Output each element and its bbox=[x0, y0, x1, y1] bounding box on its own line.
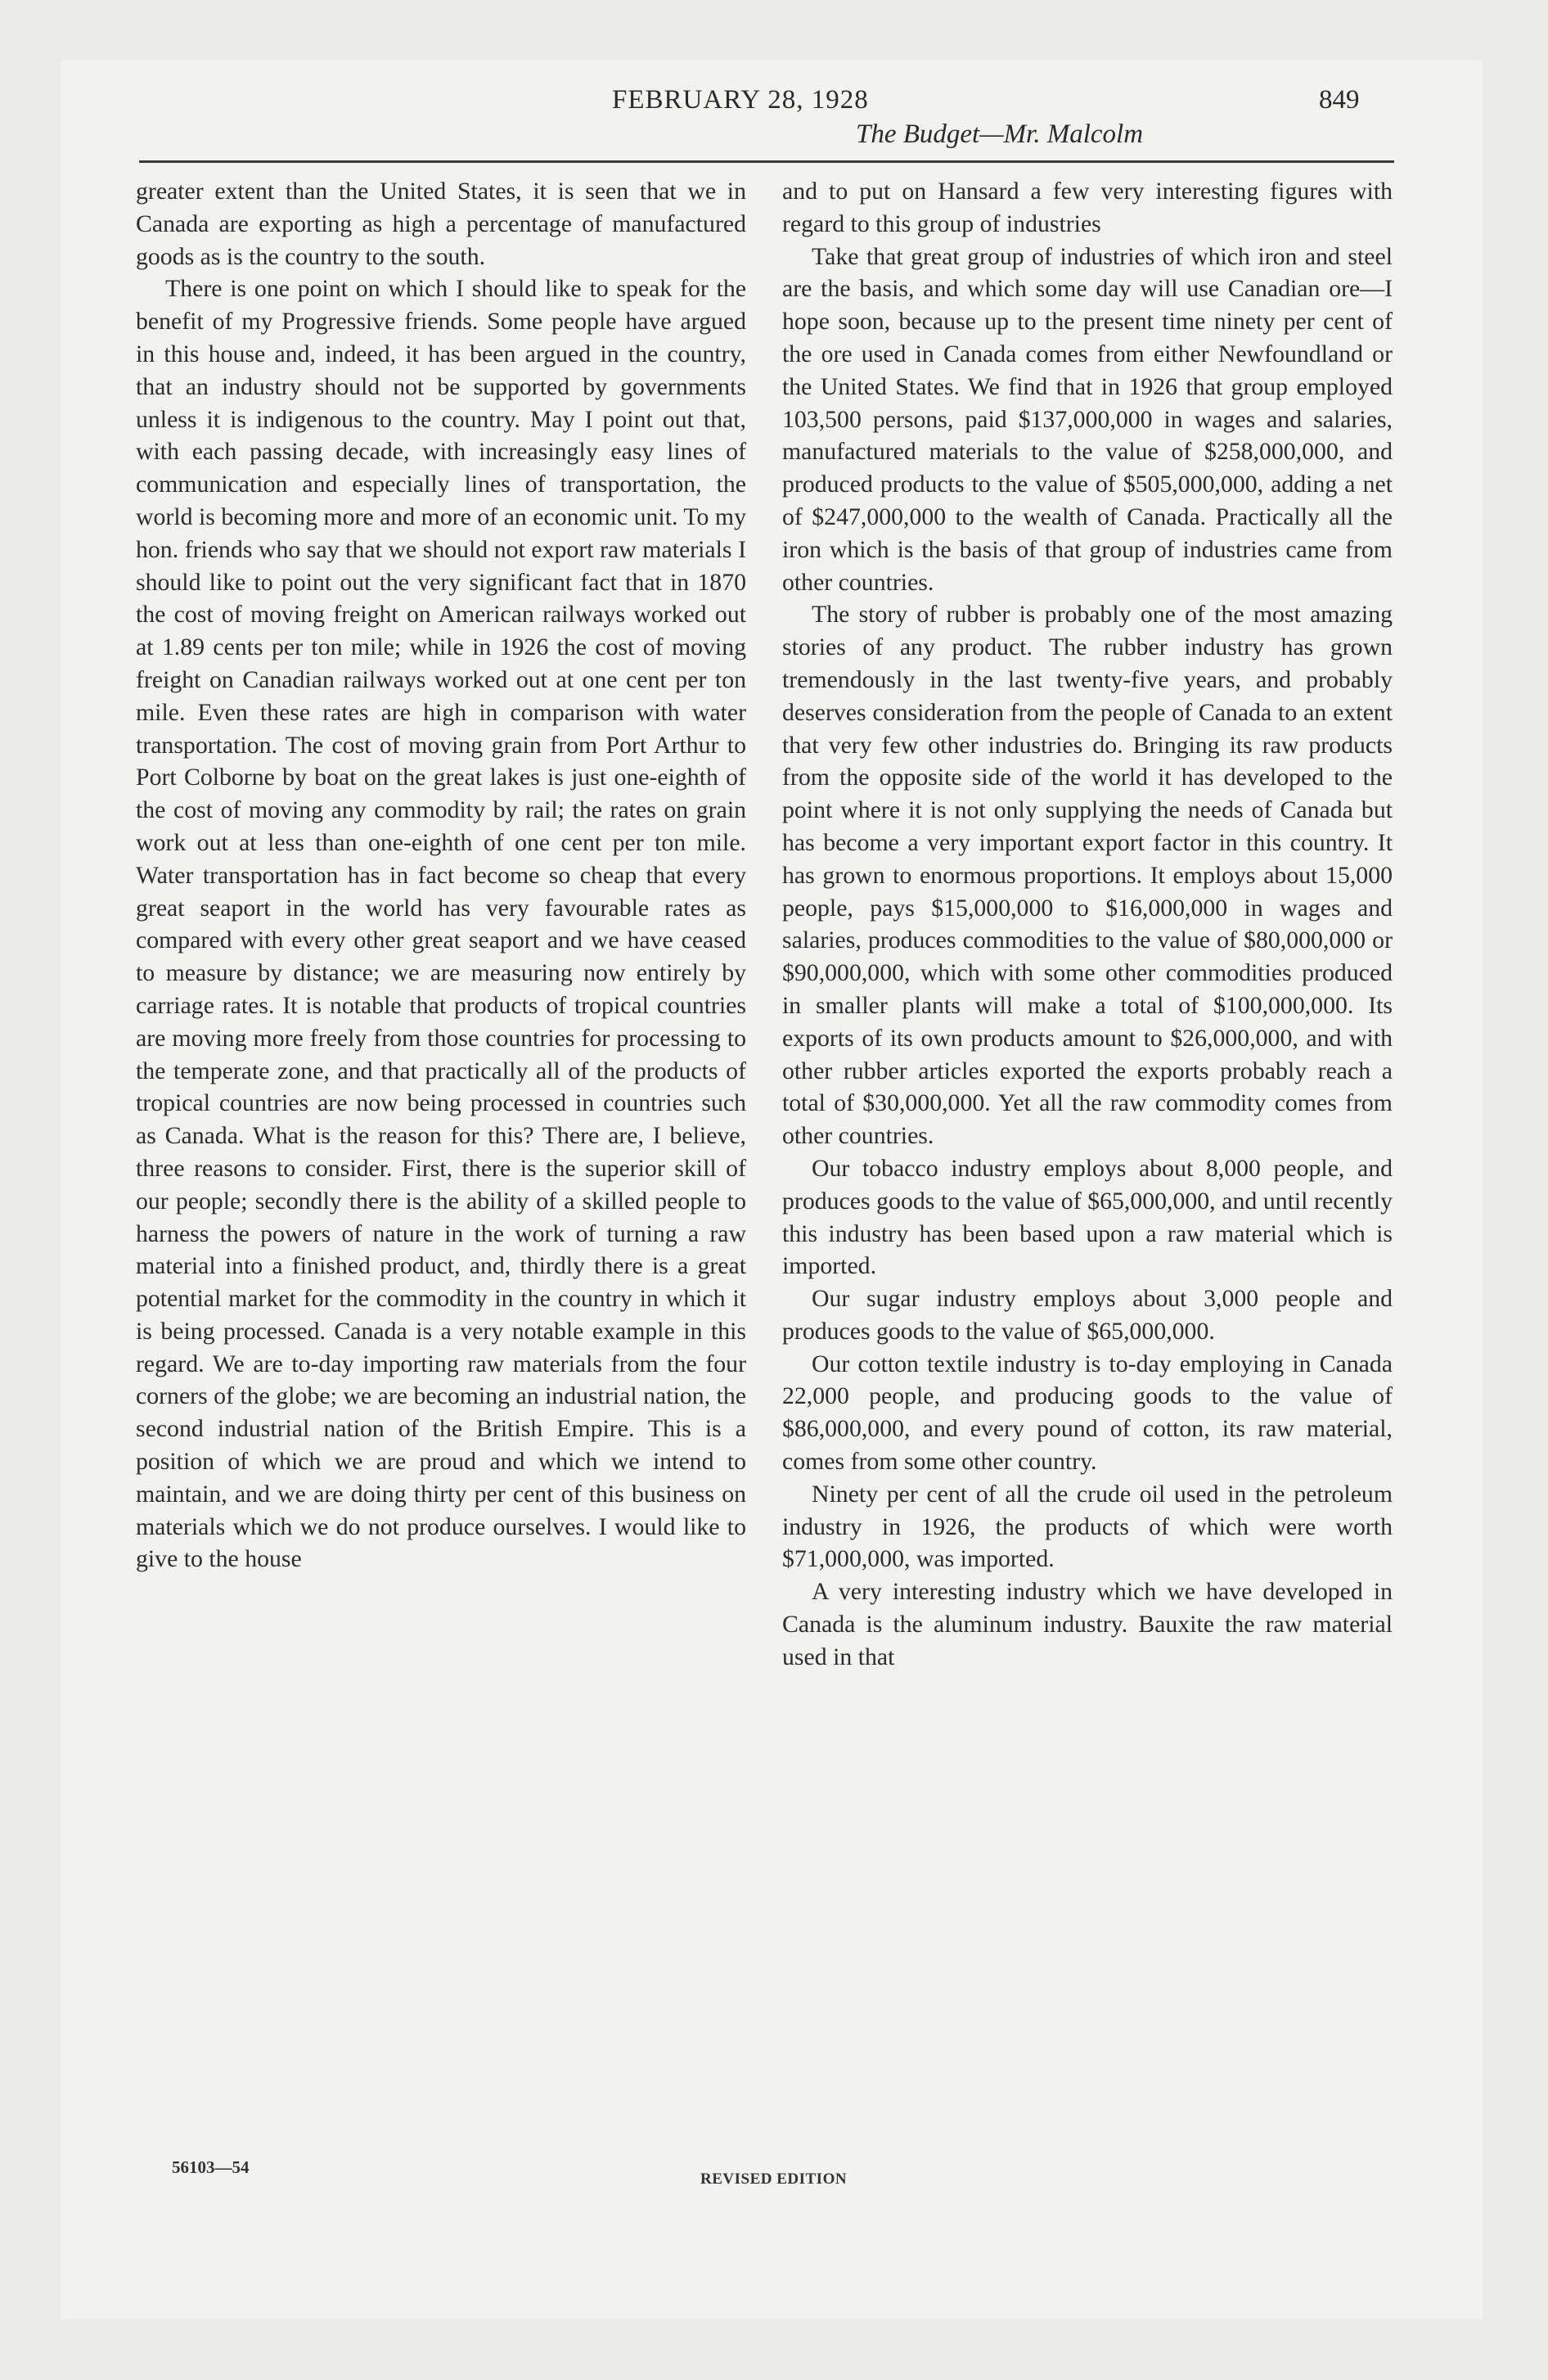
running-head-subtitle: The Budget—Mr. Malcolm bbox=[856, 119, 1144, 149]
right-column bbox=[782, 175, 1393, 1674]
right-paragraph-1: and to put on Hansard a few very interesting figures with regard to this group of industries bbox=[782, 178, 1393, 237]
right-paragraph-5: Our sugar industry employs about 3,000 people and produces goods to the value of $65,000,000. bbox=[782, 1285, 1393, 1345]
right-paragraph-2: Take that great group of industries of which iron and steel are the basis, and which some day will use Canadian ore—I hope soon, because up to the present time ninety per cent of the ore used in Canada comes from either Newfoundland or the United States. We find that in 1926 that group employed 103,500 persons, paid $137,000,000 in wages and salaries, manufactured materials to the value of $258,000,000, and produced products to the value of $505,000,000, adding a net of $247,000,000 to the wealth of Canada. Practically all the iron which is the basis of that group of industries came from other countries. bbox=[782, 242, 1393, 596]
right-paragraph-3: The story of rubber is probably one of the most amazing stories of any product. The rubber industry has grown tremendously in the last twenty-five years, and probably deserves consideration from the people of Canada to an extent that very few other industries do. Bringing its raw products from the opposite side of the world it has developed to the point where it is not only supplying the needs of Canada but has become a very important export factor in this country. It has grown to enormous proportions. It employs about 15,000 people, pays $15,000,000 to $16,000,000 in wages and salaries, produces commodities to the value of $80,000,000 or $90,000,000, which with some other commodities produced in smaller plants will make a total of $100,000,000. Its exports of its own products amount to $26,000,000, and with other rubber articles exported the exports probably reach a total of $30,000,000. Yet all the raw commodity comes from other countries. bbox=[782, 601, 1393, 1150]
page-number: 849 bbox=[1319, 85, 1360, 115]
left-column bbox=[136, 175, 746, 1575]
right-paragraph-8: A very interesting industry which we have developed in Canada is the aluminum industry. Bauxite the raw material used in that bbox=[782, 1578, 1393, 1670]
right-paragraph-4: Our tobacco industry employs about 8,000 people, and produces goods to the value of $65,000,000, and until recently this industry has been based upon a raw material which is imported. bbox=[782, 1154, 1393, 1280]
footer-print-code: 56103—54 bbox=[172, 2157, 250, 2177]
right-paragraph-6: Our cotton textile industry is to-day employing in Canada 22,000 people, and producing goods to the value of $86,000,000, and every pound of cotton, its raw material, comes from some other country. bbox=[782, 1350, 1393, 1476]
left-paragraph-1: greater extent than the United States, it is seen that we in Canada are exporting as high a percentage of manufactured goods as is the country to the south. bbox=[136, 178, 746, 270]
right-paragraph-7: Ninety per cent of all the crude oil used in the petroleum industry in 1926, the products of which were worth $71,000,000, was imported. bbox=[782, 1480, 1393, 1573]
left-paragraph-2: There is one point on which I should like to speak for the benefit of my Progressive friends. Some people have argued in this house and, indeed, it has been argued in the country, that an industry should not be supported by governments unless it is indigenous to the country. May I point out that, with each passing decade, with increasingly easy lines of communication and especially lines of transportation, the world is becoming more and more of an economic unit. To my hon. friends who say that we should not export raw materials I should like to point out the very significant fact that in 1870 the cost of moving freight on American railways worked out at 1.89 cents per ton mile; while in 1926 the cost of moving freight on Canadian railways worked out at one cent per ton mile. Even these rates are high in comparison with water transportation. The cost of moving grain from Port Arthur to Port Colborne by boat on the great lakes is just one-eighth of the cost of moving any commodity by rail; the rates on grain work out at less than one-eighth of one cent per ton mile. Water transportation has in fact become so cheap that every great seaport in the world has very favourable rates as compared with every other great seaport and we have ceased to measure by distance; we are measuring now entirely by carriage rates. It is notable that products of tropical countries are moving more freely from those countries for processing to the temperate zone, and that practically all of the products of tropical countries are now being processed in countries such as Canada. What is the reason for this? There are, I believe, three reasons to consider. First, there is the superior skill of our people; secondly there is the ability of a skilled people to harness the powers of nature in the work of turning a raw material into a finished product, and, thirdly there is a great potential market for the commodity in the country in which it is being processed. Canada is a very notable example in this regard. We are to-day importing raw materials from the four corners of the globe; we are becoming an industrial nation, the second industrial nation of the British Empire. This is a position of which we are proud and which we intend to maintain, and we are doing thirty per cent of this business on materials which we do not produce ourselves. I would like to give to the house bbox=[136, 275, 746, 1573]
header-date: FEBRUARY 28, 1928 bbox=[612, 85, 869, 115]
header-rule bbox=[139, 160, 1394, 163]
footer-edition: REVISED EDITION bbox=[700, 2170, 848, 2188]
